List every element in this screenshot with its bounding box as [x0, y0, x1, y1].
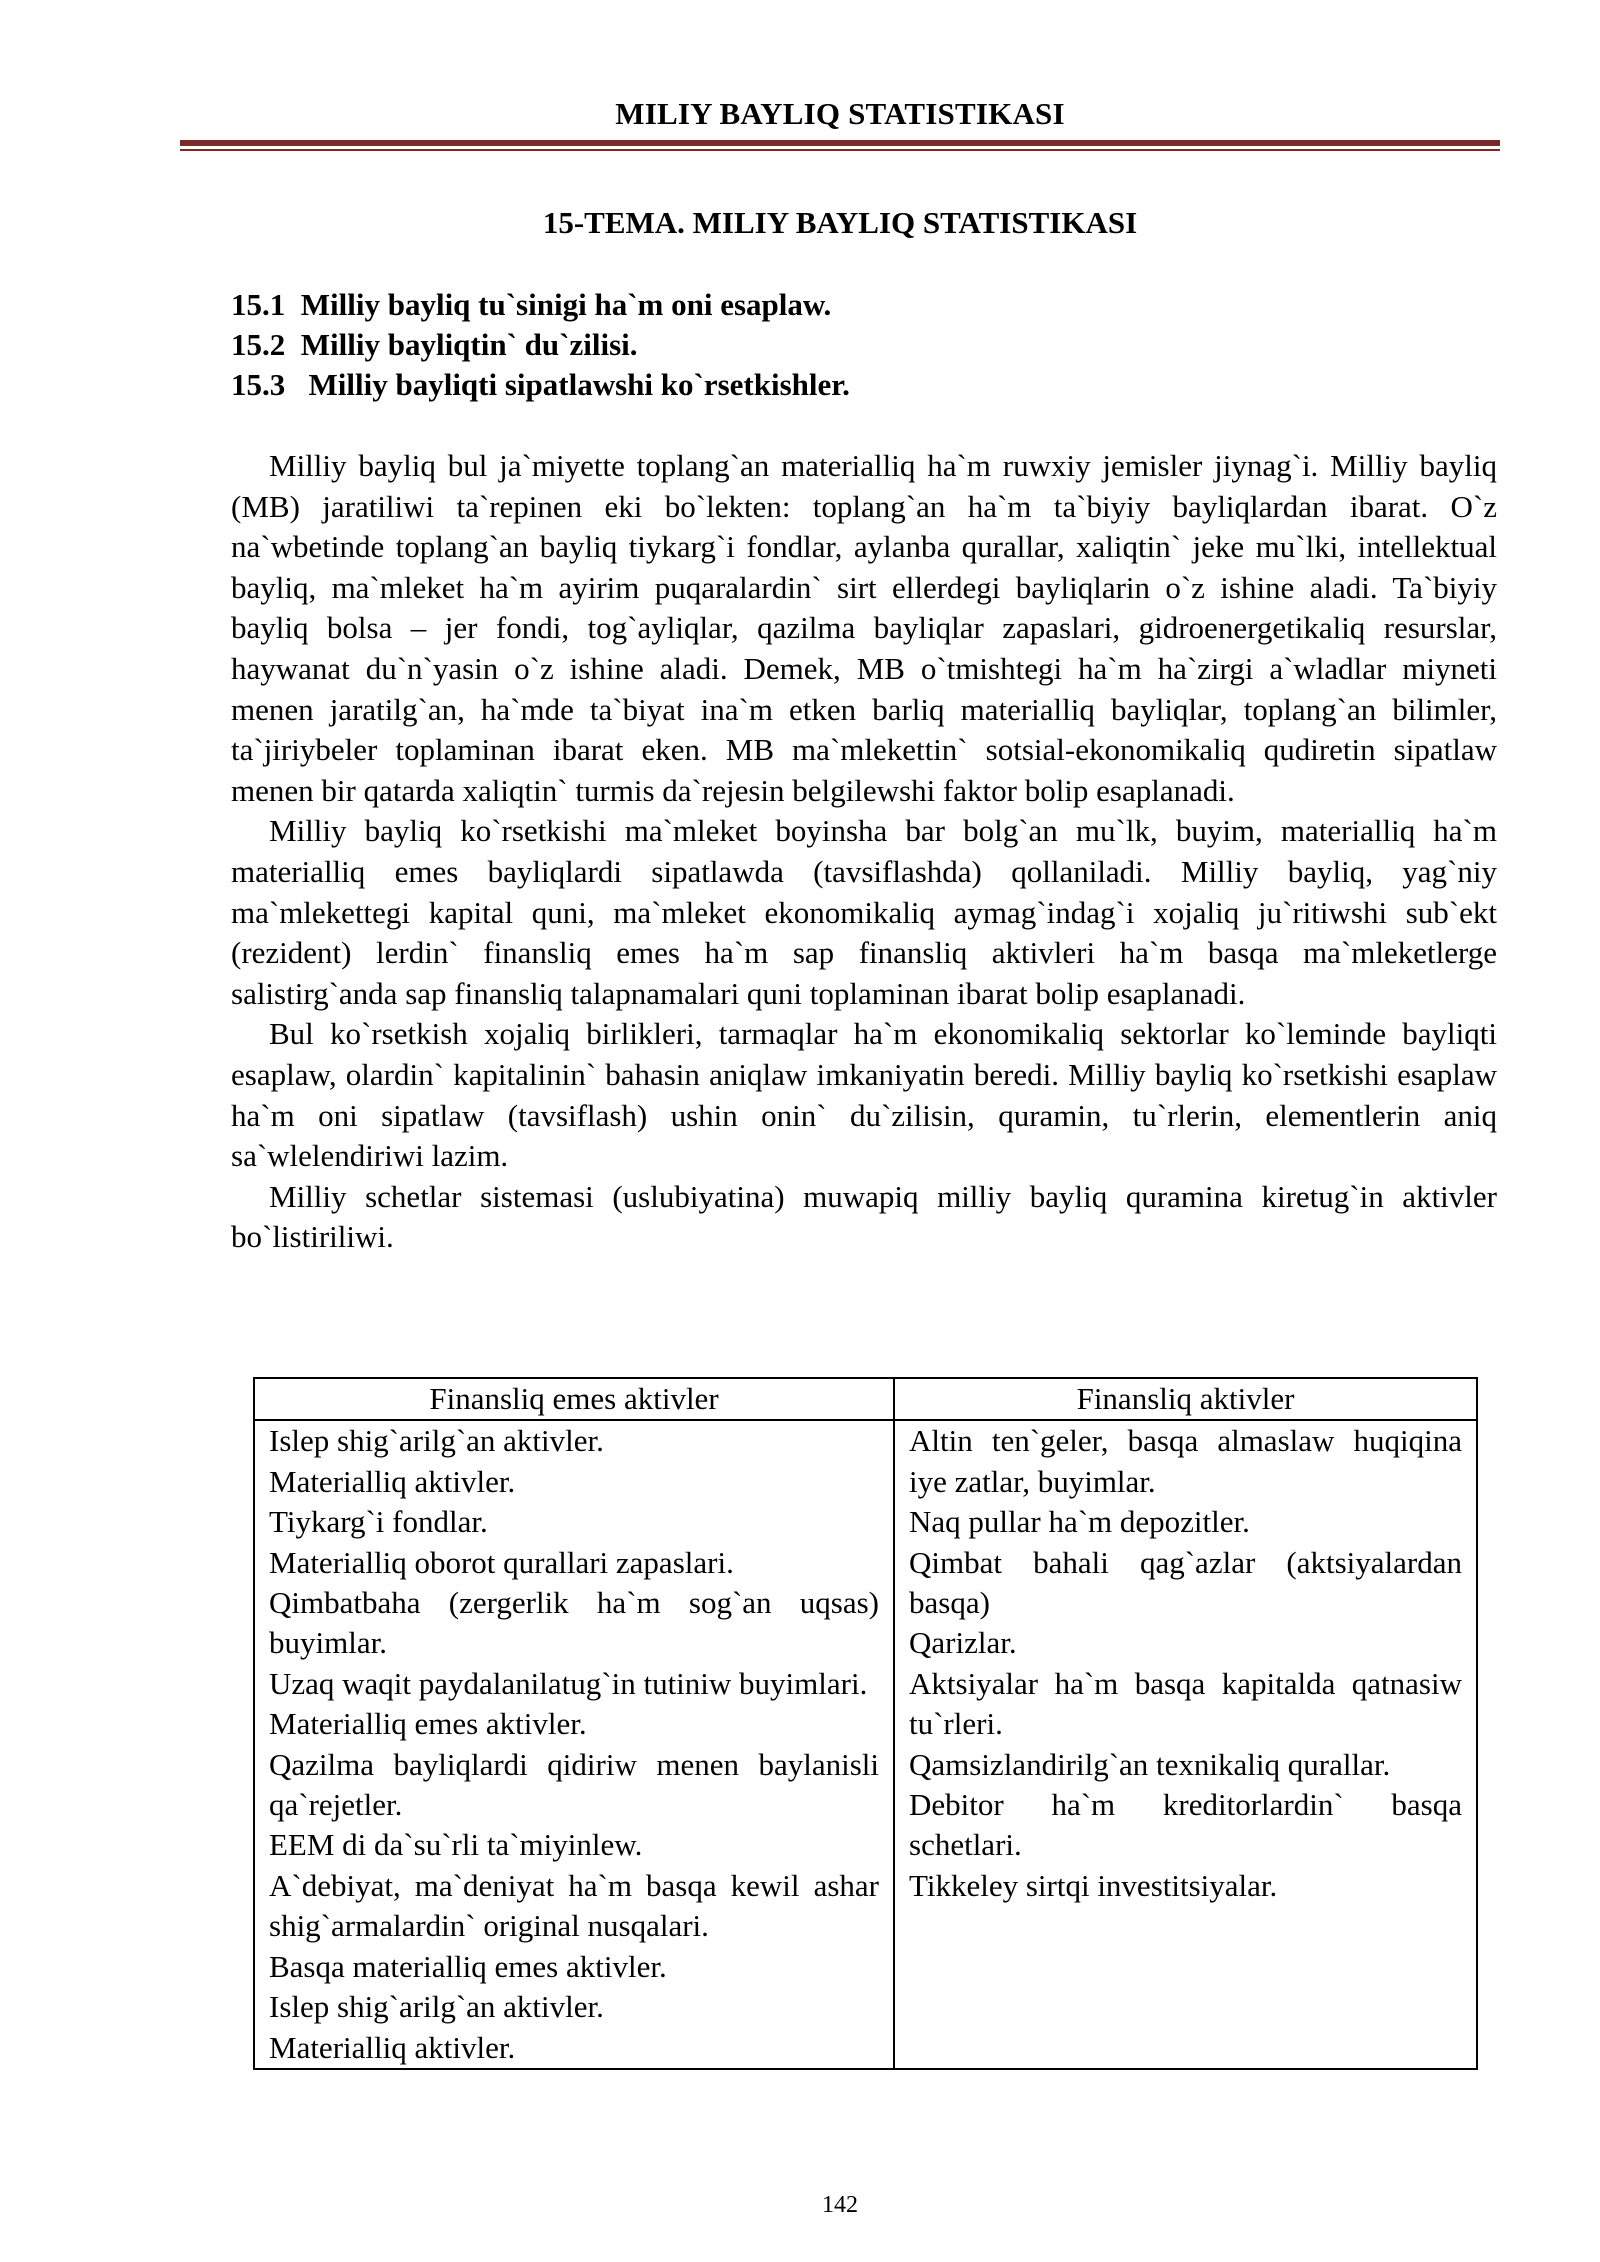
list-item: Materialliq aktivler.	[269, 1463, 516, 1499]
section-list	[231, 285, 1500, 405]
section-title: Milliy bayliqtin` du`zilisi.	[300, 327, 638, 362]
list-item: Tikkeley sirtqi investitsiyalar.	[909, 1867, 1278, 1903]
section-title: Milliy bayliq tu`sinigi ha`m oni esaplaw.	[300, 287, 832, 322]
non-financial-assets-cell	[254, 1420, 894, 2069]
list-item: Naq pullar ha`m depozitler.	[909, 1504, 1250, 1540]
list-item: Qimbat bahali qag`azlar (aktsiyalardan basqa)	[909, 1544, 1462, 1621]
table-header-row	[254, 1378, 1477, 1420]
chapter-title: 15-TEMA. MILIY BAYLIQ STATISTIKASI	[542, 205, 1138, 240]
header-rule-thick	[180, 140, 1500, 146]
paragraph: Milliy bayliq ko`rsetkishi ma`mleket boyinsha bar bolg`an mu`lk, buyim, materialliq ha`m materialliq emes bayliqlardi sipatlawda (tavsiflashda) qollaniladi. Milliy bayliq, yag`niy ma`mlekettegi kapital quni, ma`mleket ekonomikaliq aymag`indag`i xojaliq ju`ritiwshi sub`ekt (rezident) lerdin` finansliq emes ha`m sap finansliq aktivleri ha`m basqa ma`mleketlerge salistirg`anda sap finansliq talapnamalari quni toplaminan ibarat bolip esaplanadi.	[231, 813, 1497, 1011]
list-item: A`debiyat, ma`deniyat ha`m basqa kewil ashar shig`armalardin` original nusqalari.	[269, 1867, 879, 1944]
list-item: Aktsiyalar ha`m basqa kapitalda qatnasiw tu`rleri.	[909, 1665, 1462, 1742]
section-item	[231, 365, 1500, 405]
section-number: 15.2	[231, 327, 286, 362]
section-title: Milliy bayliqti sipatlawshi ko`rsetkishler.	[308, 367, 850, 402]
section-item	[231, 285, 1500, 325]
list-item: Islep shig`arilg`an aktivler.	[269, 1989, 604, 2025]
paragraph: Milliy schetlar sistemasi (uslubiyatina) muwapiq milliy bayliq quramina kiretug`in aktivler bo`listiriliwi.	[231, 1178, 1497, 1255]
header-rule-thin	[180, 149, 1500, 151]
running-header: MILIY BAYLIQ STATISTIKASI	[615, 96, 1065, 131]
list-item: Materialliq aktivler.	[269, 2029, 516, 2065]
paragraph: Bul ko`rsetkish xojaliq birlikleri, tarmaqlar ha`m ekonomikaliq sektorlar ko`leminde bayliqti esaplaw, olardin` kapitalinin` bahasin aniqlaw imkaniyatin beredi. Milliy bayliq ko`rsetkishi esaplaw ha`m oni sipatlaw (tavsiflash) ushin onin` du`zilisin, quramin, tu`rlerin, elementlerin aniq sa`wlelendiriwi lazim.	[231, 1016, 1497, 1174]
list-item: Islep shig`arilg`an aktivler.	[269, 1423, 604, 1459]
list-item: Tiykarg`i fondlar.	[269, 1504, 488, 1540]
assets-table	[253, 1377, 1478, 2070]
list-item: Qarizlar.	[909, 1625, 1017, 1661]
column-header-financial: Finansliq aktivler	[894, 1378, 1477, 1420]
list-item: Debitor ha`m kreditorlardin` basqa schetlari.	[909, 1787, 1462, 1863]
list-item: Altin ten`geler, basqa almaslaw huqiqina iye zatlar, buyimlar.	[909, 1423, 1462, 1499]
table-row	[254, 1420, 1477, 2069]
list-item: Basqa materialliq emes aktivler.	[269, 1948, 667, 1984]
list-item: Materialliq oborot qurallari zapaslari.	[269, 1544, 734, 1580]
body-text	[231, 446, 1497, 1258]
list-item: Materialliq emes aktivler.	[269, 1706, 587, 1742]
financial-assets-cell	[894, 1420, 1477, 2069]
column-header-non-financial: Finansliq emes aktivler	[254, 1378, 894, 1420]
list-item: Qazilma bayliqlardi qidiriw menen baylanisli qa`rejetler.	[269, 1746, 879, 1823]
page-number: 142	[822, 2192, 858, 2218]
section-number: 15.3	[231, 367, 286, 402]
section-number: 15.1	[231, 287, 286, 322]
list-item: EEM di da`su`rli ta`miyinlew.	[269, 1827, 643, 1863]
list-item: Qamsizlandirilg`an texnikaliq qurallar.	[909, 1746, 1391, 1782]
section-item	[231, 325, 1500, 365]
list-item: Qimbatbaha (zergerlik ha`m sog`an uqsas) buyimlar.	[269, 1585, 879, 1661]
paragraph: Milliy bayliq bul ja`miyette toplang`an materialliq ha`m ruwxiy jemisler jiynag`i. Milliy bayliq (MB) jaratiliwi ta`repinen eki bo`lekten: toplang`an ha`m ta`biyiy bayliqlardan ibarat. O`z na`wbetinde toplang`an bayliq tiykarg`i fondlar, aylanba qurallar, xaliqtin` jeke mu`lki, intellektual bayliq, ma`mleket ha`m ayirim puqaralardin` sirt ellerdegi bayliqlarin o`z ishine aladi. Ta`biyiy bayliq bolsa – jer fondi, tog`ayliqlar, qazilma bayliqlar zapaslari, gidroenergetikaliq resurslar, haywanat du`n`yasin o`z ishine aladi. Demek, MB o`tmishtegi ha`m ha`zirgi a`wladlar miyneti menen jaratilg`an, ha`mde ta`biyat ina`m etken barliq materialliq bayliqlar, toplang`an bilimler, ta`jiriybeler toplaminan ibarat eken. MB ma`mlekettin` sotsial-ekonomikaliq qudiretin sipatlaw menen bir qatarda xaliqtin` turmis da`rejesin belgilewshi faktor bolip esaplanadi.	[231, 448, 1497, 808]
list-item: Uzaq waqit paydalanilatug`in tutiniw buyimlari.	[269, 1665, 868, 1701]
